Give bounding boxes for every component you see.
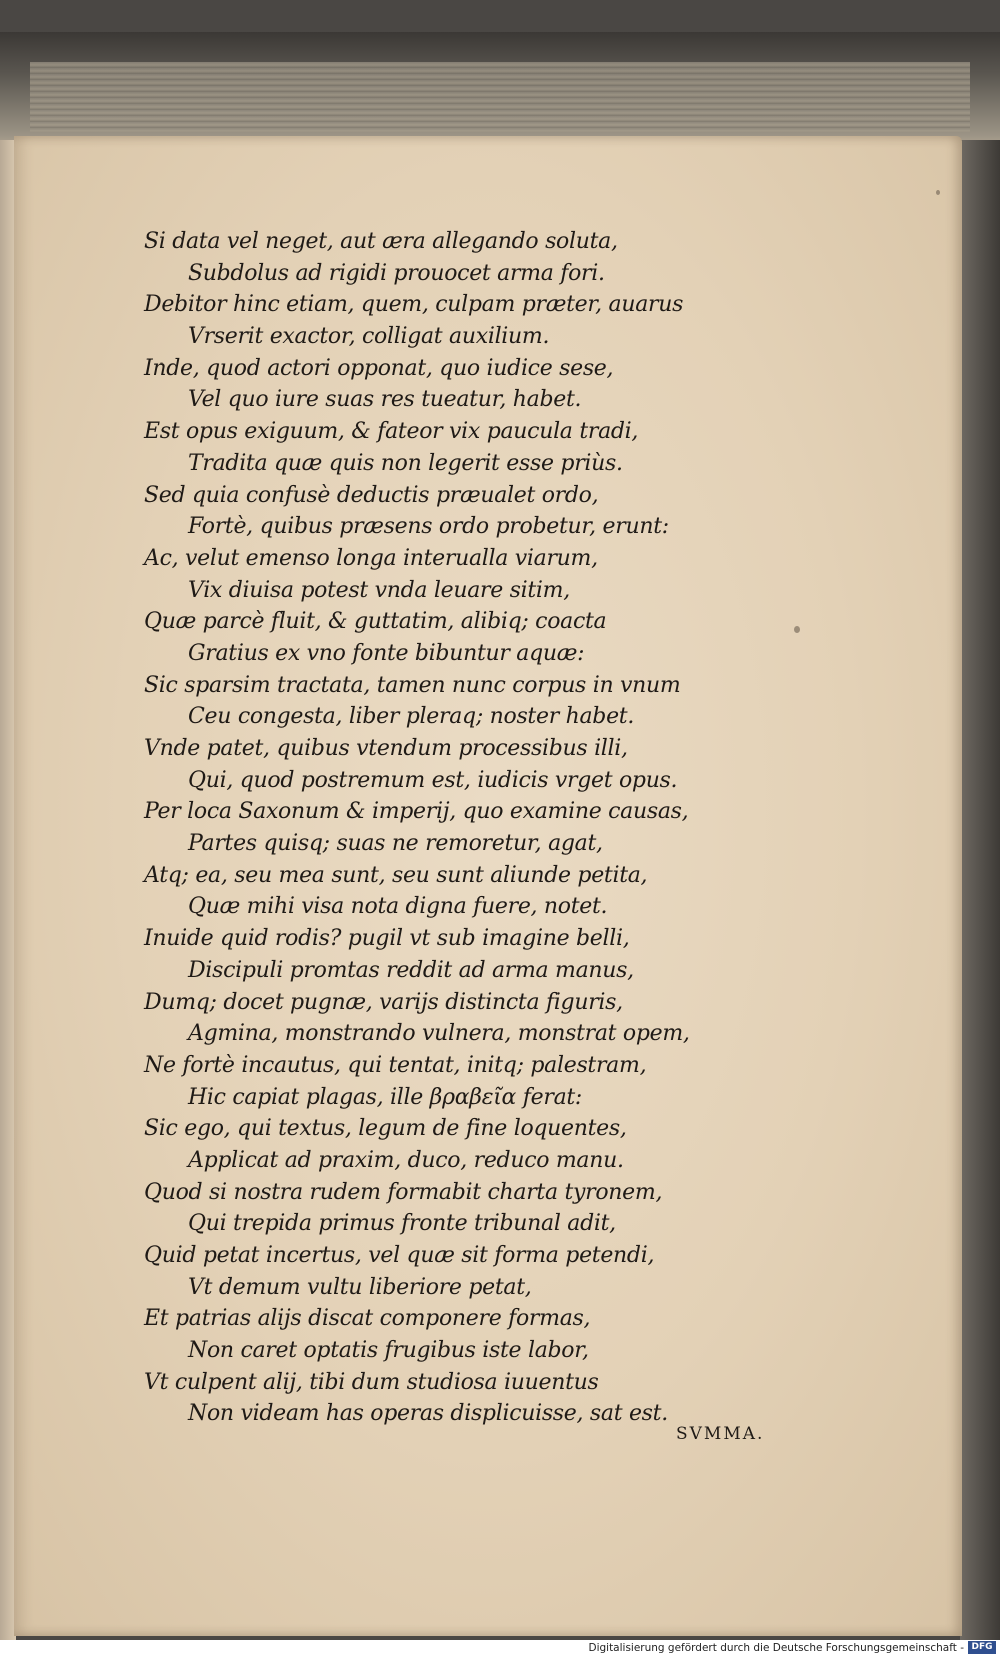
poem-line: Subdolus ad rigidi prouocet arma fori. [188, 260, 605, 286]
poem-line: Quæ parcè fluit, & guttatim, alibiq; coacta [144, 609, 607, 635]
poem-line: Per loca Saxonum & imperij, quo examine causas, [144, 799, 689, 825]
poem-line: Vix diuisa potest vnda leuare sitim, [188, 577, 570, 603]
poem-line: Vt culpent alij, tibi dum studiosa iuuentus [144, 1369, 599, 1395]
book-side [960, 140, 1000, 1640]
poem-line: Qui trepida primus fronte tribunal adit, [188, 1211, 616, 1237]
poem-line: Si data vel neget, aut æra allegando soluta, [144, 229, 618, 254]
poem-line: Et patrias alijs discat componere formas, [144, 1306, 591, 1332]
poem-line: Inuide quid rodis? pugil vt sub imagine belli, [144, 926, 630, 952]
poem-line: Vel quo iure suas res tueatur, habet. [188, 387, 582, 413]
footer-credit: Digitalisierung gefördert durch die Deutsche Forschungsgemeinschaft - [588, 1642, 964, 1654]
poem-line: Vrserit exactor, colligat auxilium. [188, 324, 550, 350]
catchword: SVMMA. [676, 1424, 765, 1444]
poem-line: Quid petat incertus, vel quæ sit forma petendi, [144, 1243, 655, 1268]
poem-line: Non caret optatis frugibus iste labor, [188, 1338, 589, 1364]
poem-line: Sic sparsim tractata, tamen nunc corpus in vnum [144, 672, 681, 698]
poem-line: Vt demum vultu liberiore petat, [188, 1274, 532, 1300]
poem-line: Tradita quæ quis non legerit esse priùs. [188, 450, 623, 476]
poem-line: Ceu congesta, liber pleraq; noster habet. [188, 704, 635, 730]
poem-line: Inde, quod actori opponat, quo iudice sese, [144, 355, 614, 381]
page-edges [30, 62, 970, 132]
poem-line: Vnde patet, quibus vtendum processibus illi, [144, 736, 628, 761]
poem-line: Sed quia confusè deductis præualet ordo, [144, 482, 599, 508]
poem-line: Fortè, quibus præsens ordo probetur, erunt: [188, 514, 669, 540]
paper-spot [936, 190, 940, 195]
poem-line: Dumq; docet pugnæ, varijs distincta figuris, [144, 989, 623, 1015]
poem-line: Atq; ea, seu mea sunt, seu sunt aliunde petita, [144, 862, 648, 888]
poem-line: Qui, quod postremum est, iudicis vrget opus. [188, 767, 678, 793]
poem-line: Discipuli promtas reddit ad arma manus, [188, 957, 634, 983]
poem-line: Applicat ad praxim, duco, reduco manu. [188, 1147, 624, 1173]
poem-line: Quod si nostra rudem formabit charta tyronem, [144, 1179, 663, 1205]
poem-line: Partes quisq; suas ne remoretur, agat, [188, 831, 603, 857]
poem-line: Sic ego, qui textus, legum de fine loquentes, [144, 1116, 627, 1142]
poem-line: Ac, velut emenso longa interualla viarum, [144, 545, 598, 571]
poem-line: Debitor hinc etiam, quem, culpam præter, auarus [144, 292, 684, 318]
poem-line: Quæ mihi visa nota digna fuere, notet. [188, 894, 608, 920]
poem-line: Non videam has operas displicuisse, sat est. [188, 1401, 668, 1427]
poem-line: Hic capiat plagas, ille βραβεῖα ferat: [188, 1084, 583, 1110]
dfg-logo: DFG [968, 1641, 996, 1654]
poem-line: Est opus exiguum, & fateor vix paucula tradi, [144, 419, 639, 445]
poem-line: Gratius ex vno fonte bibuntur aquæ: [188, 640, 585, 666]
poem-line: Ne fortè incautus, qui tentat, initq; palestram, [144, 1052, 647, 1078]
poem-text [144, 226, 864, 1430]
poem-line: Agmina, monstrando vulnera, monstrat opem, [188, 1021, 690, 1047]
